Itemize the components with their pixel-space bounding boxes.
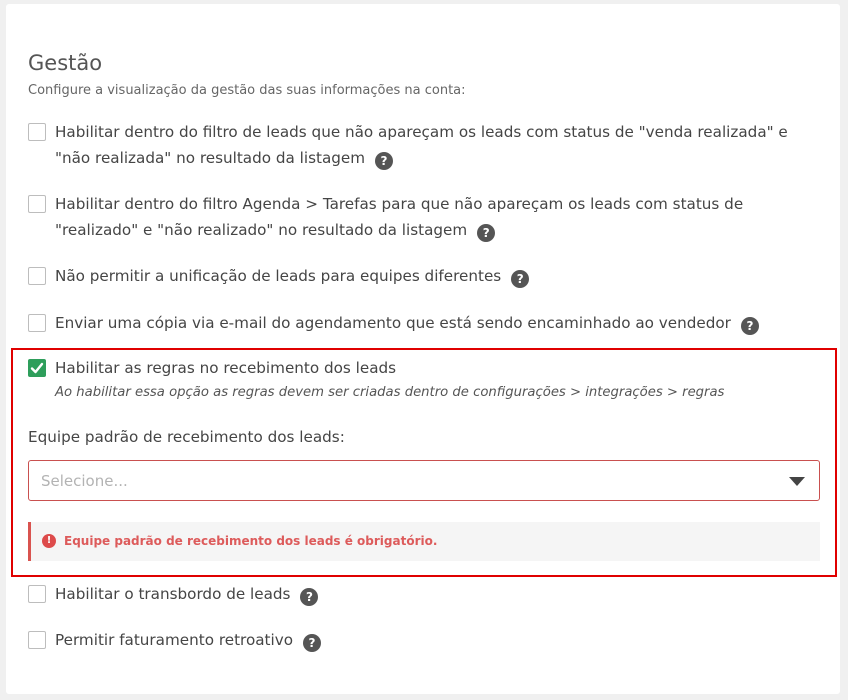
help-icon[interactable]: ? — [375, 152, 393, 170]
option-hide-sold-leads[interactable] — [28, 119, 818, 171]
check-icon — [28, 359, 46, 377]
help-icon[interactable]: ? — [300, 588, 318, 606]
help-icon[interactable]: ? — [477, 224, 495, 242]
option-enable-rules[interactable] — [28, 355, 818, 381]
help-icon[interactable]: ? — [303, 634, 321, 652]
team-label: Equipe padrão de recebimento dos leads: — [28, 428, 345, 446]
option-no-unify-leads[interactable] — [28, 263, 818, 289]
option-label: Habilitar dentro do filtro Agenda > Tarefas para que não apareçam os leads com status de "realizado" e "não realizado" no resultado da listagem — [55, 195, 744, 239]
help-icon[interactable]: ? — [511, 270, 529, 288]
exclamation-circle-icon: ! — [42, 534, 56, 548]
option-label: Habilitar o transbordo de leads — [55, 585, 291, 603]
settings-card — [6, 4, 840, 694]
caret-down-icon[interactable] — [789, 477, 805, 486]
checkbox-checked[interactable] — [28, 359, 46, 377]
error-alert — [28, 522, 820, 561]
option-label: Permitir faturamento retroativo — [55, 631, 293, 649]
option-retroactive-billing[interactable] — [28, 627, 818, 653]
section-title: Gestão — [28, 51, 103, 75]
team-select[interactable] — [28, 460, 820, 501]
option-label: Não permitir a unificação de leads para equipes diferentes — [55, 267, 502, 285]
error-message: Equipe padrão de recebimento dos leads é obrigatório. — [64, 534, 438, 548]
option-label: Enviar uma cópia via e-mail do agendamento que está sendo encaminhado ao vendedor — [55, 314, 731, 332]
option-email-copy[interactable] — [28, 310, 818, 336]
select-placeholder: Selecione... — [41, 472, 128, 490]
checkbox[interactable] — [28, 631, 46, 649]
help-icon[interactable]: ? — [741, 317, 759, 335]
option-label: Habilitar dentro do filtro de leads que não apareçam os leads com status de "venda realizada" e "não realizada" no resultado da listagem — [55, 123, 788, 167]
checkbox[interactable] — [28, 585, 46, 603]
rules-note: Ao habilitar essa opção as regras devem ser criadas dentro de configurações > integrações > regras — [55, 385, 725, 400]
checkbox[interactable] — [28, 314, 46, 332]
checkbox[interactable] — [28, 123, 46, 141]
option-hide-done-tasks[interactable] — [28, 191, 818, 243]
checkbox[interactable] — [28, 195, 46, 213]
option-lead-overflow[interactable] — [28, 581, 818, 607]
section-subtitle: Configure a visualização da gestão das suas informações na conta: — [28, 83, 466, 98]
option-label: Habilitar as regras no recebimento dos leads — [55, 359, 397, 377]
checkbox[interactable] — [28, 267, 46, 285]
